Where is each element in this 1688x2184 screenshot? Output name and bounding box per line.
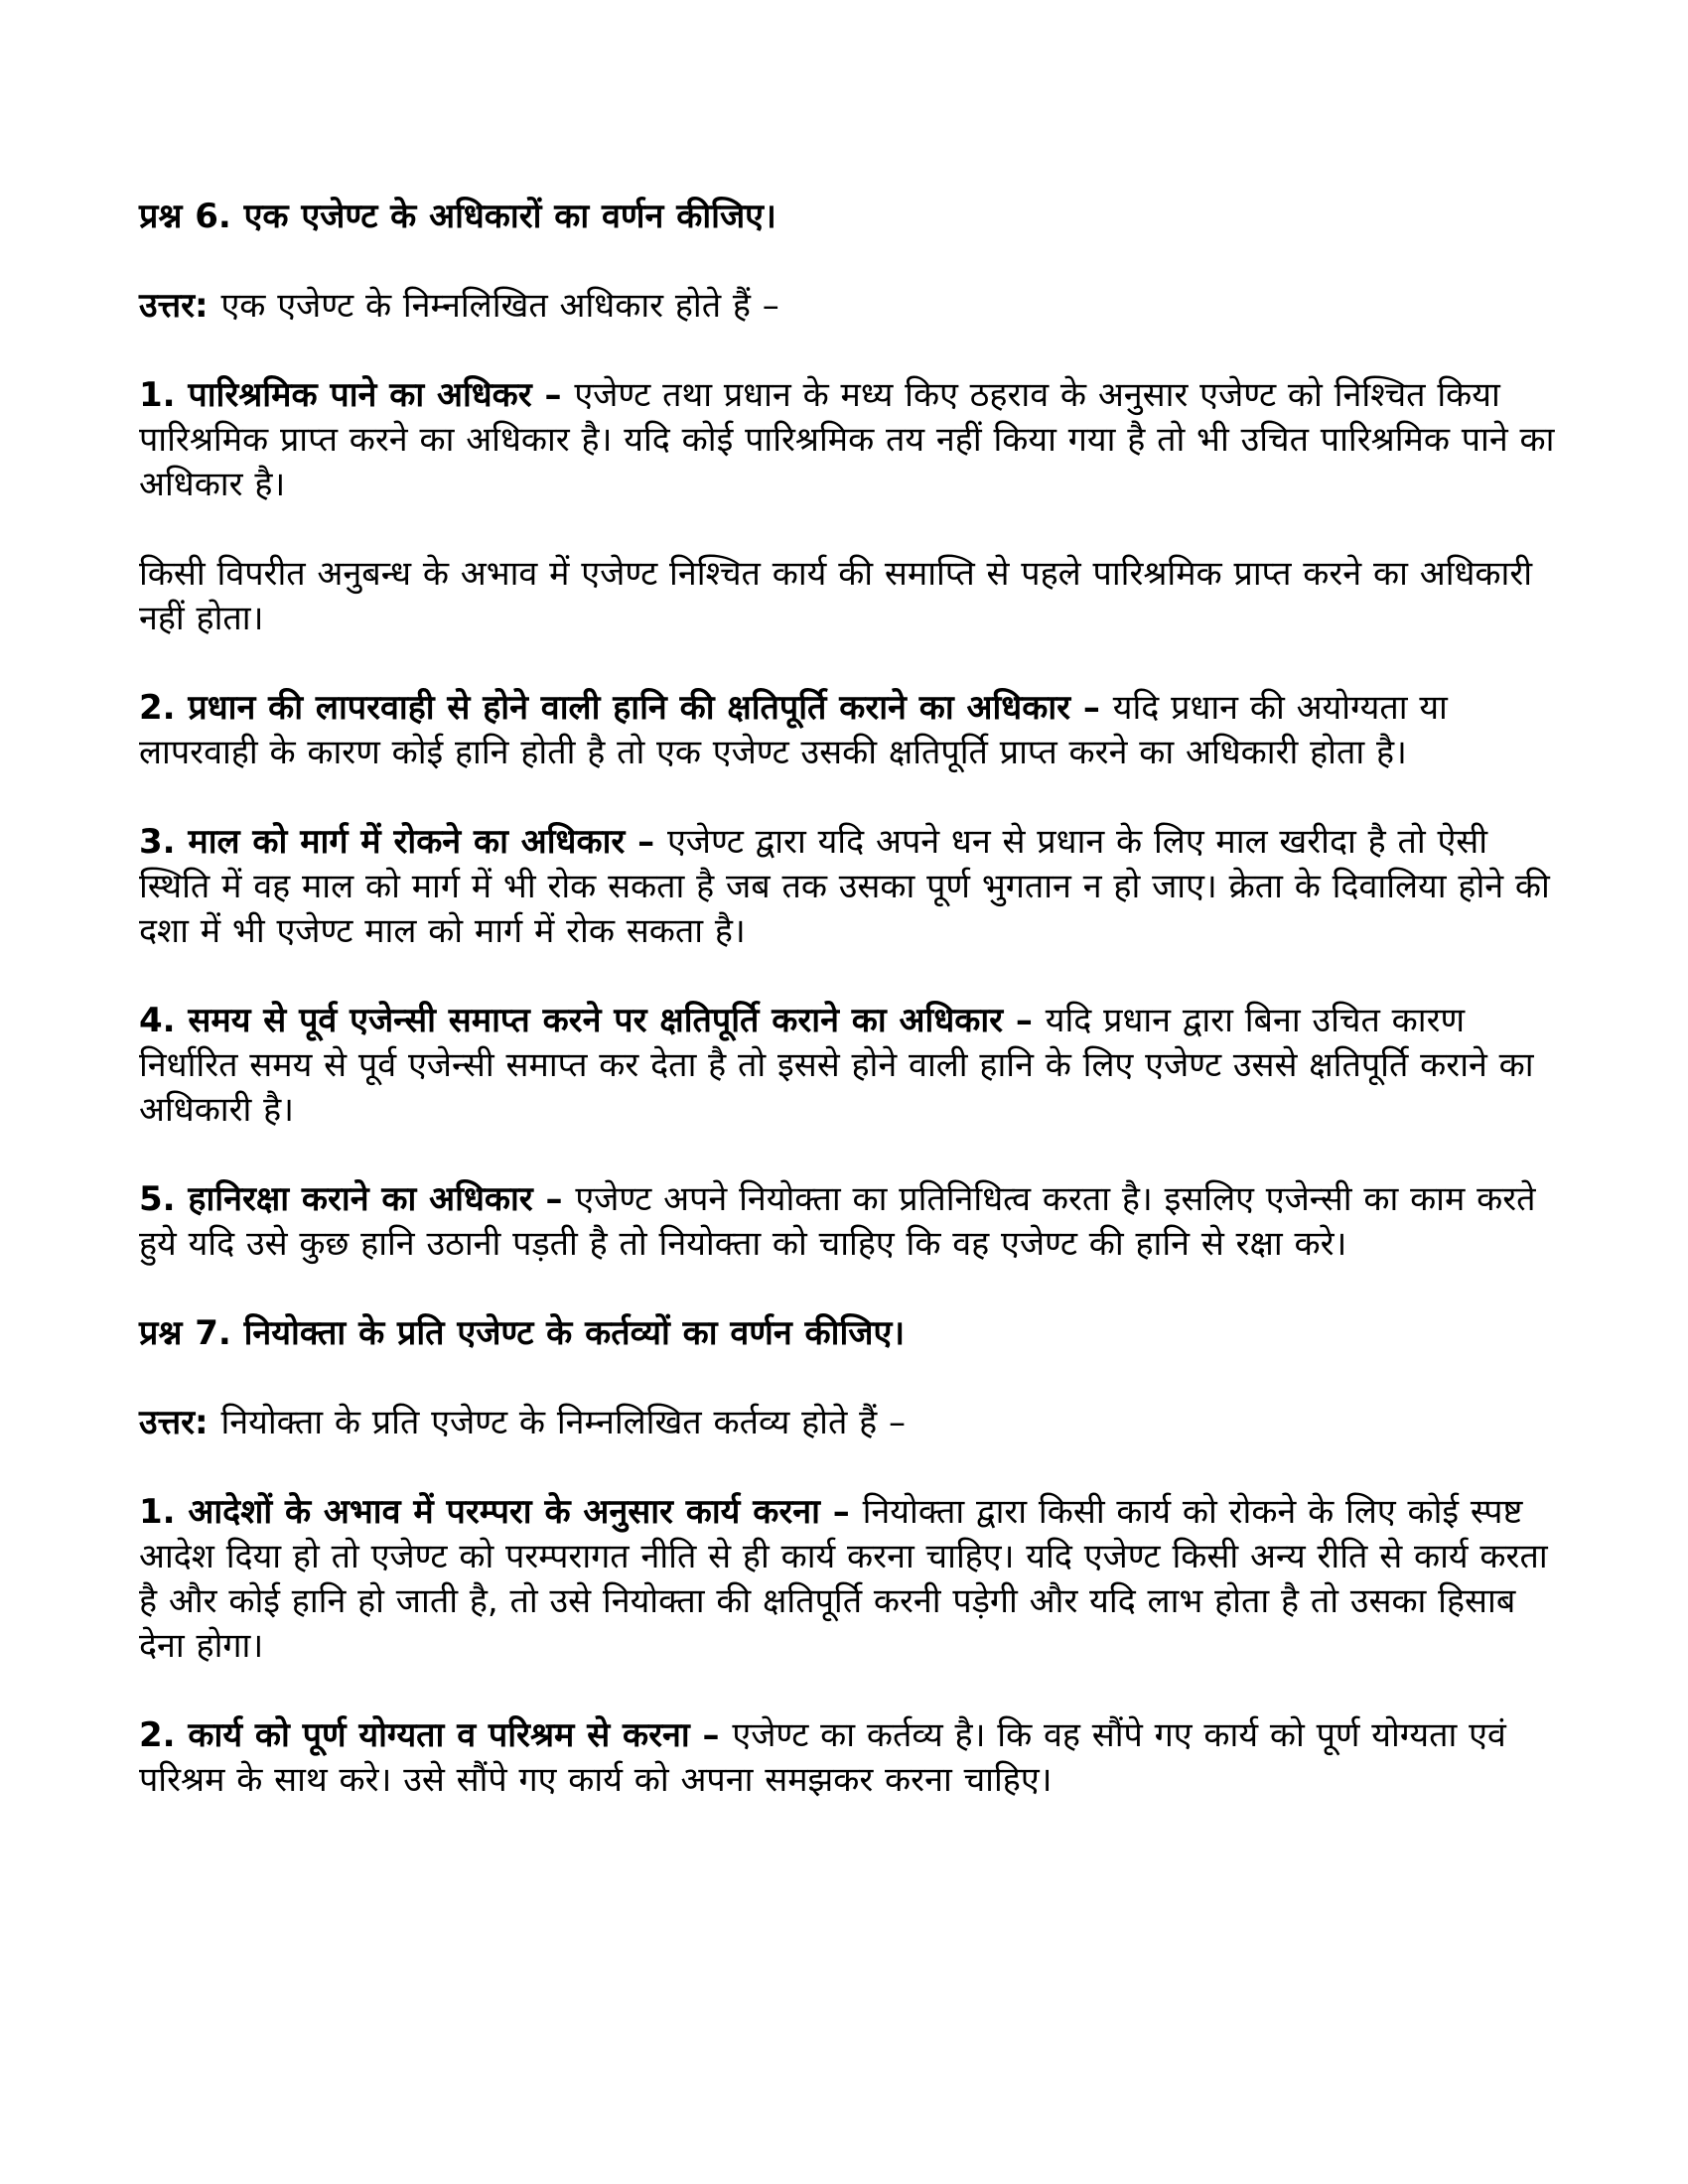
q6-right-5-indemnification <box>139 1177 1564 1267</box>
q7-duty-1-body: नियोक्ता द्वारा किसी कार्य को रोकने के लिए कोई स्पष्ट आदेश दिया हो तो एजेण्ट को परम्परागत नीति से ही कार्य करना चाहिए। यदि एजेण्ट किसी अन्य रीति से कार्य करता है और कोई हानि हो जाती है, तो उसे नियोक्ता की क्षतिपूर्ति करनी पड़ेगी और यदि लाभ होता है तो उसका हिसाब देना होगा। <box>139 1492 1548 1666</box>
question-7-heading-text: प्रश्न 7. नियोक्ता के प्रति एजेण्ट के कर्तव्यों का वर्णन कीजिए। <box>139 1313 906 1353</box>
q6-right-4-early-termination-compensation <box>139 999 1564 1133</box>
q6-right-3-stoppage-in-transit <box>139 820 1564 954</box>
question-6-heading-text: प्रश्न 6. एक एजेण्ट के अधिकारों का वर्णन कीजिए। <box>139 197 776 236</box>
q6-right-5-body: एजेण्ट अपने नियोक्ता का प्रतिनिधित्व करता है। इसलिए एजेन्सी का काम करते हुये यदि उसे कुछ हानि उठानी पड़ती है तो नियोक्ता को चाहिए कि वह एजेण्ट की हानि से रक्षा करे। <box>139 1179 1536 1264</box>
q6-right-4-body: यदि प्रधान द्वारा बिना उचित कारण निर्धारित समय से पूर्व एजेन्सी समाप्त कर देता है तो इससे होने वाली हानि के लिए एजेण्ट उससे क्षतिपूर्ति कराने का अधिकारी है। <box>139 1001 1534 1130</box>
answer-6-intro-text: एक एजेण्ट के निम्नलिखित अधिकार होते हैं – <box>220 286 779 326</box>
q6-right-4-title: 4. समय से पूर्व एजेन्सी समाप्त करने पर क्षतिपूर्ति कराने का अधिकार – <box>139 1001 1046 1040</box>
q6-right-5-title: 5. हानिरक्षा कराने का अधिकार – <box>139 1179 576 1219</box>
q7-duty-1-follow-custom <box>139 1490 1564 1669</box>
q6-right-3-title: 3. माल को मार्ग में रोकने का अधिकार – <box>139 822 667 862</box>
q7-duty-2-title: 2. कार्य को पूर्ण योग्यता व परिश्रम से करना – <box>139 1715 733 1755</box>
question-6-heading <box>139 195 1564 239</box>
answer-7-label: उत्तर: <box>139 1403 221 1442</box>
q6-right-3-body: एजेण्ट द्वारा यदि अपने धन से प्रधान के लिए माल खरीदा है तो ऐसी स्थिति में वह माल को मार्ग में भी रोक सकता है जब तक उसका पूर्ण भुगतान न हो जाए। क्रेता के दिवालिया होने की दशा में भी एजेण्ट माल को मार्ग में रोक सकता है। <box>139 822 1550 951</box>
question-7-heading <box>139 1311 1564 1356</box>
q6-right-1-remuneration <box>139 373 1564 507</box>
q6-right-2-indemnity-negligence <box>139 686 1564 775</box>
q7-duty-1-title: 1. आदेशों के अभाव में परम्परा के अनुसार कार्य करना – <box>139 1492 863 1532</box>
answer-7-intro-text: नियोक्ता के प्रति एजेण्ट के निम्नलिखित कर्तव्य होते हैं – <box>220 1403 907 1442</box>
q6-right-1-body: एजेण्ट तथा प्रधान के मध्य किए ठहराव के अनुसार एजेण्ट को निश्चित किया पारिश्रमिक प्राप्त करने का अधिकार है। यदि कोई पारिश्रमिक तय नहीं किया गया है तो भी उचित पारिश्रमिक पाने का अधिकार है। <box>139 375 1555 504</box>
q6-right-2-title: 2. प्रधान की लापरवाही से होने वाली हानि की क्षतिपूर्ति कराने का अधिकार – <box>139 688 1113 728</box>
q6-right-1-note <box>139 552 1564 641</box>
answer-6-intro <box>139 284 1564 329</box>
q7-duty-2-skill-and-diligence <box>139 1713 1564 1803</box>
answer-6-label: उत्तर: <box>139 286 221 326</box>
answer-7-intro <box>139 1401 1564 1445</box>
q6-right-1-title: 1. पारिश्रमिक पाने का अधिकर – <box>139 375 575 415</box>
q7-duty-2-body: एजेण्ट का कर्तव्य है। कि वह सौंपे गए कार्य को पूर्ण योग्यता एवं परिश्रम के साथ करे। उसे सौंपे गए कार्य को अपना समझकर करना चाहिए। <box>139 1715 1506 1800</box>
q6-right-2-body: यदि प्रधान की अयोग्यता या लापरवाही के कारण कोई हानि होती है तो एक एजेण्ट उसकी क्षतिपूर्ति प्राप्त करने का अधिकारी होता है। <box>139 688 1448 772</box>
q6-right-1-note-body: किसी विपरीत अनुबन्ध के अभाव में एजेण्ट निश्चित कार्य की समाप्ति से पहले पारिश्रमिक प्राप्त करने का अधिकारी नहीं होता। <box>139 554 1533 638</box>
